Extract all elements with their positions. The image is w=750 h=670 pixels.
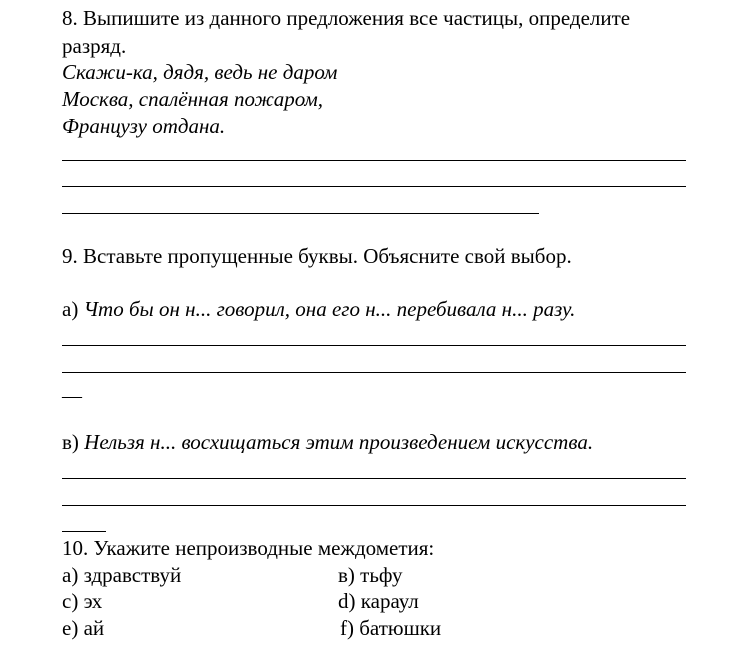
q8-poem-line1: Скажи-ка, дядя, ведь не даром: [62, 60, 338, 84]
q9-item-b-text: Нельзя н... восхищаться этим произведением искусства.: [84, 430, 594, 454]
q10-option-f: f) батюшки: [340, 616, 442, 640]
q9-a-answer-line-2: [62, 372, 686, 373]
q9-b-answer-line-3: [62, 531, 106, 532]
q10-option-a: а) здравствуй: [62, 563, 182, 587]
q9-a-answer-line-1: [62, 345, 686, 346]
q10-title: 10. Укажите непроизводные междометия:: [62, 536, 435, 560]
q9-item-b-label: в): [62, 430, 85, 454]
q9-item-a: [62, 299, 575, 320]
q10-option-e: е) ай: [62, 616, 105, 640]
q8-title-line2: разряд.: [62, 34, 127, 58]
q8-answer-line-2: [62, 186, 686, 187]
q9-item-b: [62, 432, 593, 453]
q9-b-answer-line-1: [62, 478, 686, 479]
q9-title: 9. Вставьте пропущенные буквы. Объясните свой выбор.: [62, 244, 572, 268]
q8-title-line1: 8. Выпишите из данного предложения все частицы, определите: [62, 6, 631, 30]
q9-a-dash: —: [62, 385, 82, 407]
q8-answer-line-3: [62, 213, 539, 214]
q8-poem-line3: Французу отдана.: [62, 114, 226, 138]
q8-answer-line-1: [62, 160, 686, 161]
q10-option-d: d) караул: [338, 589, 419, 613]
q9-b-answer-line-2: [62, 505, 686, 506]
q10-option-c: с) эх: [62, 589, 103, 613]
q9-item-a-label: а): [62, 297, 84, 321]
q10-option-b: в) тьфу: [338, 563, 403, 587]
q8-poem-line2: Москва, спалённая пожаром,: [62, 87, 324, 111]
q9-item-a-text: Что бы он н... говорил, она его н... перебивала н... разу.: [83, 297, 576, 321]
